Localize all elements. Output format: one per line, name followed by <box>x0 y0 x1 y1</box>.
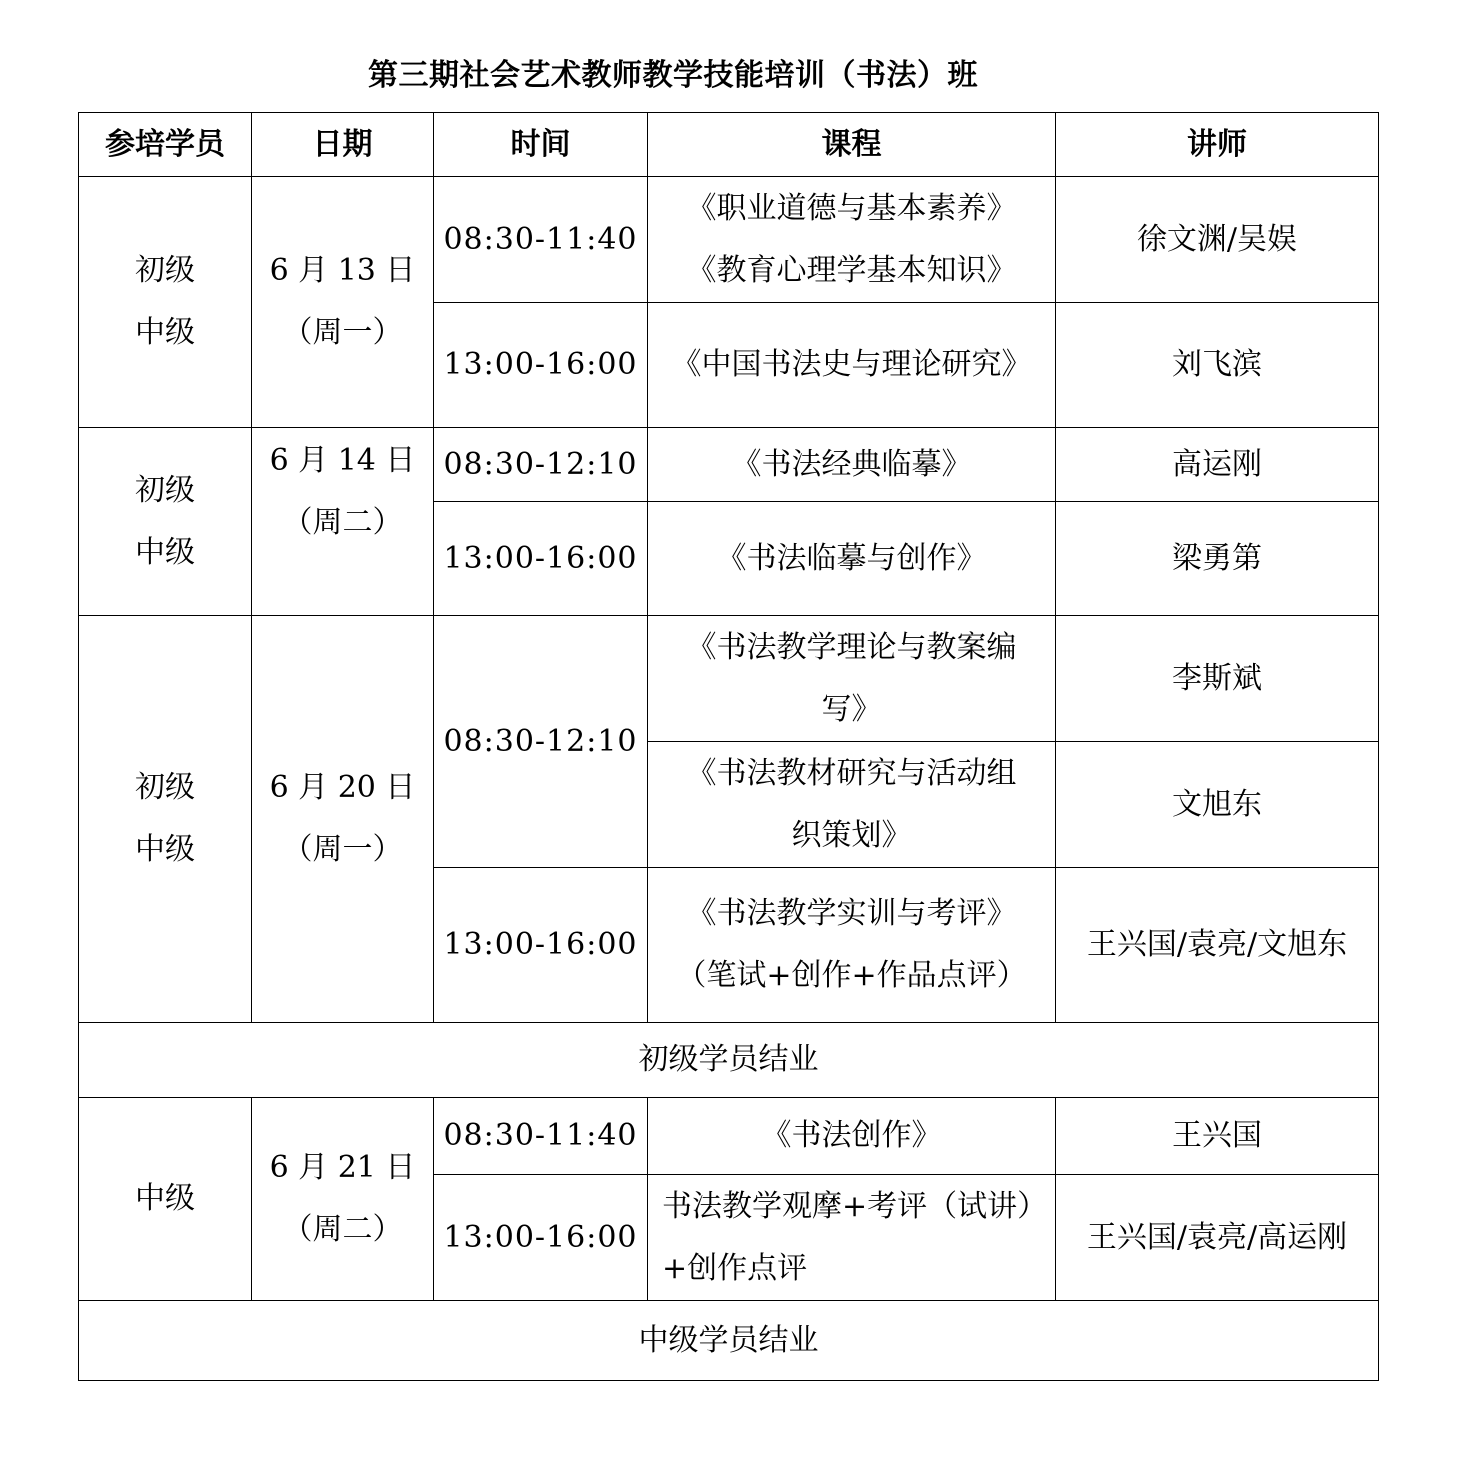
header-students: 参培学员 <box>79 113 252 177</box>
teacher-cell: 王兴国 <box>1056 1098 1379 1175</box>
course-cell: 《中国书法史与理论研究》 <box>648 303 1056 428</box>
graduation-note: 初级学员结业 <box>79 1023 1379 1098</box>
teacher-cell: 李斯斌 <box>1056 616 1379 742</box>
table-row <box>79 616 1379 742</box>
course-text: 《书法教学理论与教案编 <box>686 629 1017 665</box>
time-cell: 08:30-12:10 <box>434 616 648 868</box>
course-cell <box>648 1175 1056 1301</box>
course-cell: 《书法临摹与创作》 <box>648 502 1056 616</box>
course-cell <box>648 177 1056 303</box>
teacher-cell: 王兴国/袁亮/高运刚 <box>1056 1175 1379 1301</box>
date-cell <box>252 616 434 1023</box>
time-cell: 13:00-16:00 <box>434 502 648 616</box>
page-title: 第三期社会艺术教师教学技能培训（书法）班 <box>368 58 978 93</box>
students-cell <box>79 428 252 616</box>
course-cell: 《书法创作》 <box>648 1098 1056 1175</box>
table-row <box>79 177 1379 303</box>
teacher-cell: 高运刚 <box>1056 428 1379 502</box>
course-text: 《职业道德与基本素养》 <box>686 190 1017 226</box>
course-cell <box>648 616 1056 742</box>
students-level: 中级 <box>135 534 195 570</box>
schedule-table <box>78 112 1379 1381</box>
course-cell <box>648 868 1056 1023</box>
time-cell: 08:30-12:10 <box>434 428 648 502</box>
weekday-text: （周一） <box>282 832 403 867</box>
students-level: 中级 <box>135 315 195 350</box>
weekday-text: （周二） <box>282 1212 403 1247</box>
students-cell <box>79 616 252 1023</box>
date-text: 6 月 13 日 <box>269 253 416 288</box>
table-row <box>79 1301 1379 1381</box>
graduation-note: 中级学员结业 <box>79 1301 1379 1381</box>
header-date: 日期 <box>252 113 434 177</box>
weekday-text: （周二） <box>282 505 403 540</box>
header-teacher: 讲师 <box>1056 113 1379 177</box>
date-text: 6 月 20 日 <box>269 770 416 805</box>
date-text: 6 月 14 日 <box>269 443 416 478</box>
course-text: 织策划》 <box>791 817 912 853</box>
students-level: 中级 <box>135 1181 195 1216</box>
time-cell: 08:30-11:40 <box>434 1098 648 1175</box>
time-cell: 13:00-16:00 <box>434 303 648 428</box>
table-row <box>79 1098 1379 1175</box>
header-course: 课程 <box>648 113 1056 177</box>
time-cell: 13:00-16:00 <box>434 868 648 1023</box>
course-text: 《书法教学实训与考评》 <box>686 896 1017 931</box>
course-cell <box>648 742 1056 868</box>
course-text: （笔试+创作+作品点评） <box>676 958 1027 993</box>
course-text: 《书法教材研究与活动组 <box>686 755 1017 791</box>
course-text: +创作点评 <box>662 1250 808 1286</box>
date-cell <box>252 177 434 428</box>
teacher-cell: 徐文渊/吴娱 <box>1056 177 1379 303</box>
table-row <box>79 428 1379 502</box>
course-text: 《教育心理学基本知识》 <box>686 252 1017 288</box>
course-text: 书法教学观摩+考评（试讲） <box>662 1188 1048 1224</box>
teacher-cell: 文旭东 <box>1056 742 1379 868</box>
date-cell <box>252 1098 434 1301</box>
students-level: 初级 <box>135 253 195 288</box>
course-cell: 《书法经典临摹》 <box>648 428 1056 502</box>
students-level: 中级 <box>135 832 195 867</box>
header-row <box>79 113 1379 177</box>
students-cell <box>79 177 252 428</box>
time-cell: 13:00-16:00 <box>434 1175 648 1301</box>
weekday-text: （周一） <box>282 315 403 350</box>
date-cell <box>252 428 434 616</box>
header-time: 时间 <box>434 113 648 177</box>
table-row <box>79 1023 1379 1098</box>
students-level: 初级 <box>135 472 195 508</box>
teacher-cell: 刘飞滨 <box>1056 303 1379 428</box>
students-cell <box>79 1098 252 1301</box>
teacher-cell: 王兴国/袁亮/文旭东 <box>1056 868 1379 1023</box>
students-level: 初级 <box>135 770 195 805</box>
time-cell: 08:30-11:40 <box>434 177 648 303</box>
teacher-cell: 梁勇第 <box>1056 502 1379 616</box>
course-text: 写》 <box>821 691 882 727</box>
date-text: 6 月 21 日 <box>269 1150 416 1185</box>
